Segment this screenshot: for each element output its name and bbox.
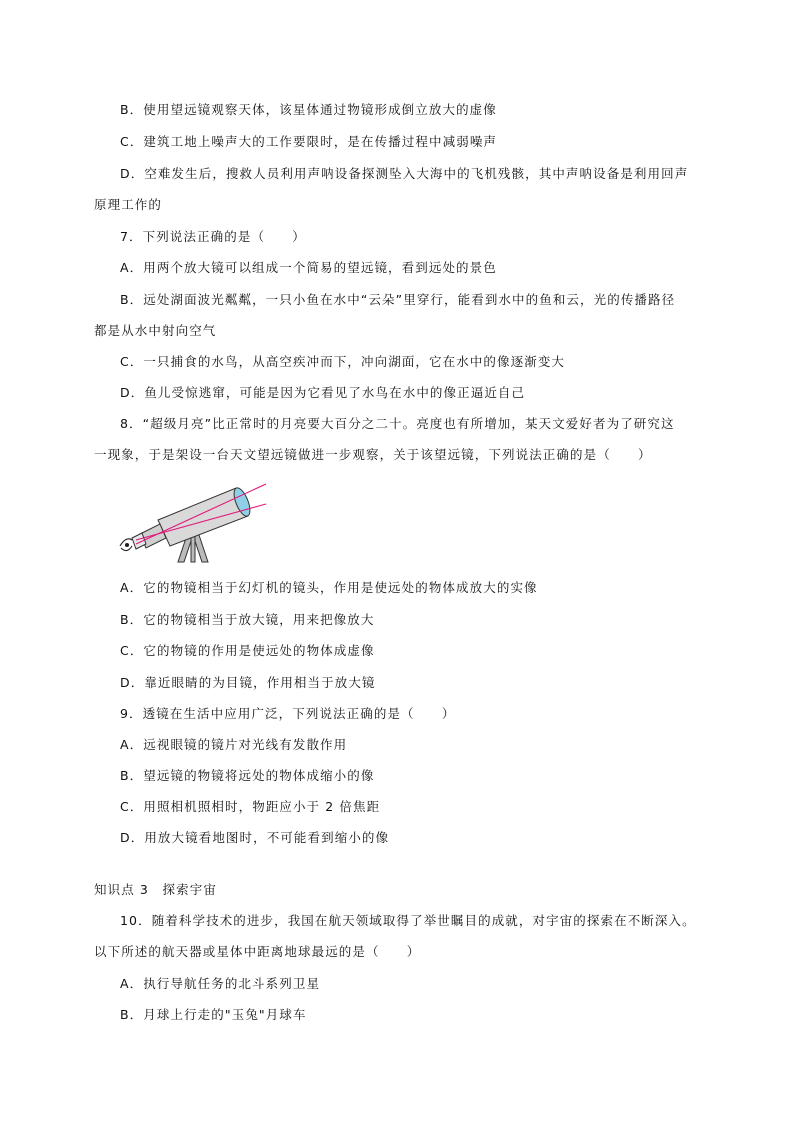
- option-9a: A．远视眼镜的镜片对光线有发散作用: [120, 737, 348, 752]
- option-7c: C．一只捕食的水鸟，从高空疾冲而下，冲向湖面，它在水中的像逐渐变大: [120, 354, 566, 369]
- option-10a: A．执行导航任务的北斗系列卫星: [120, 976, 321, 991]
- option-6d-cont: 原理工作的: [94, 197, 163, 212]
- telescope-illustration: [118, 474, 268, 564]
- option-6d: D．空难发生后，搜救人员利用声呐设备探测坠入大海中的飞机残骸，其中声呐设备是利用回声: [120, 166, 689, 181]
- option-10b: B．月球上行走的"玉兔"月球车: [120, 1007, 307, 1022]
- option-9b: B．望远镜的物镜将远处的物体成缩小的像: [120, 768, 375, 783]
- option-8a: A．它的物镜相当于幻灯机的镜头，作用是使远处的物体成放大的实像: [120, 580, 538, 595]
- option-9c: C．用照相机照相时，物距应小于 2 倍焦距: [120, 799, 381, 814]
- option-9d: D．用放大镜看地图时，不可能看到缩小的像: [120, 830, 390, 845]
- option-7d: D．鱼儿受惊逃窜，可能是因为它看见了水鸟在水中的像正逼近自己: [120, 385, 526, 400]
- question-7-stem: 7．下列说法正确的是（ ）: [120, 229, 306, 244]
- question-9-stem: 9．透镜在生活中应用广泛，下列说法正确的是（ ）: [120, 706, 456, 721]
- question-8-stem: 8．“超级月亮”比正常时的月亮要大百分之二十。亮度也有所增加，某天文爱好者为了研究这: [120, 416, 675, 431]
- option-8c: C．它的物镜的作用是使远处的物体成虚像: [120, 643, 375, 658]
- section-title-3: 知识点 3 探索宇宙: [94, 882, 217, 897]
- option-6b: B．使用望远镜观察天体，该星体通过物镜形成倒立放大的虚像: [120, 102, 497, 117]
- option-8d: D．靠近眼睛的为目镜，作用相当于放大镜: [120, 675, 376, 690]
- question-8-stem-cont: 一现象，于是架设一台天文望远镜做进一步观察，关于该望远镜，下列说法正确的是（ ）: [94, 447, 652, 462]
- option-7a: A．用两个放大镜可以组成一个简易的望远镜，看到远处的景色: [120, 260, 497, 275]
- option-8b: B．它的物镜相当于放大镜，用来把像放大: [120, 612, 375, 627]
- question-10-stem: 10．随着科学技术的进步，我国在航天领域取得了举世瞩目的成就，对宇宙的探索在不断深入。: [120, 913, 696, 928]
- option-7b-cont: 都是从水中射向空气: [94, 323, 217, 338]
- option-7b: B．远处湖面波光粼粼，一只小鱼在水中“云朵”里穿行，能看到水中的鱼和云，光的传播路径: [120, 292, 676, 307]
- option-6c: C．建筑工地上噪声大的工作要限时，是在传播过程中减弱噪声: [120, 134, 498, 149]
- question-10-stem-cont: 以下所述的航天器或星体中距离地球最远的是（ ）: [94, 944, 421, 959]
